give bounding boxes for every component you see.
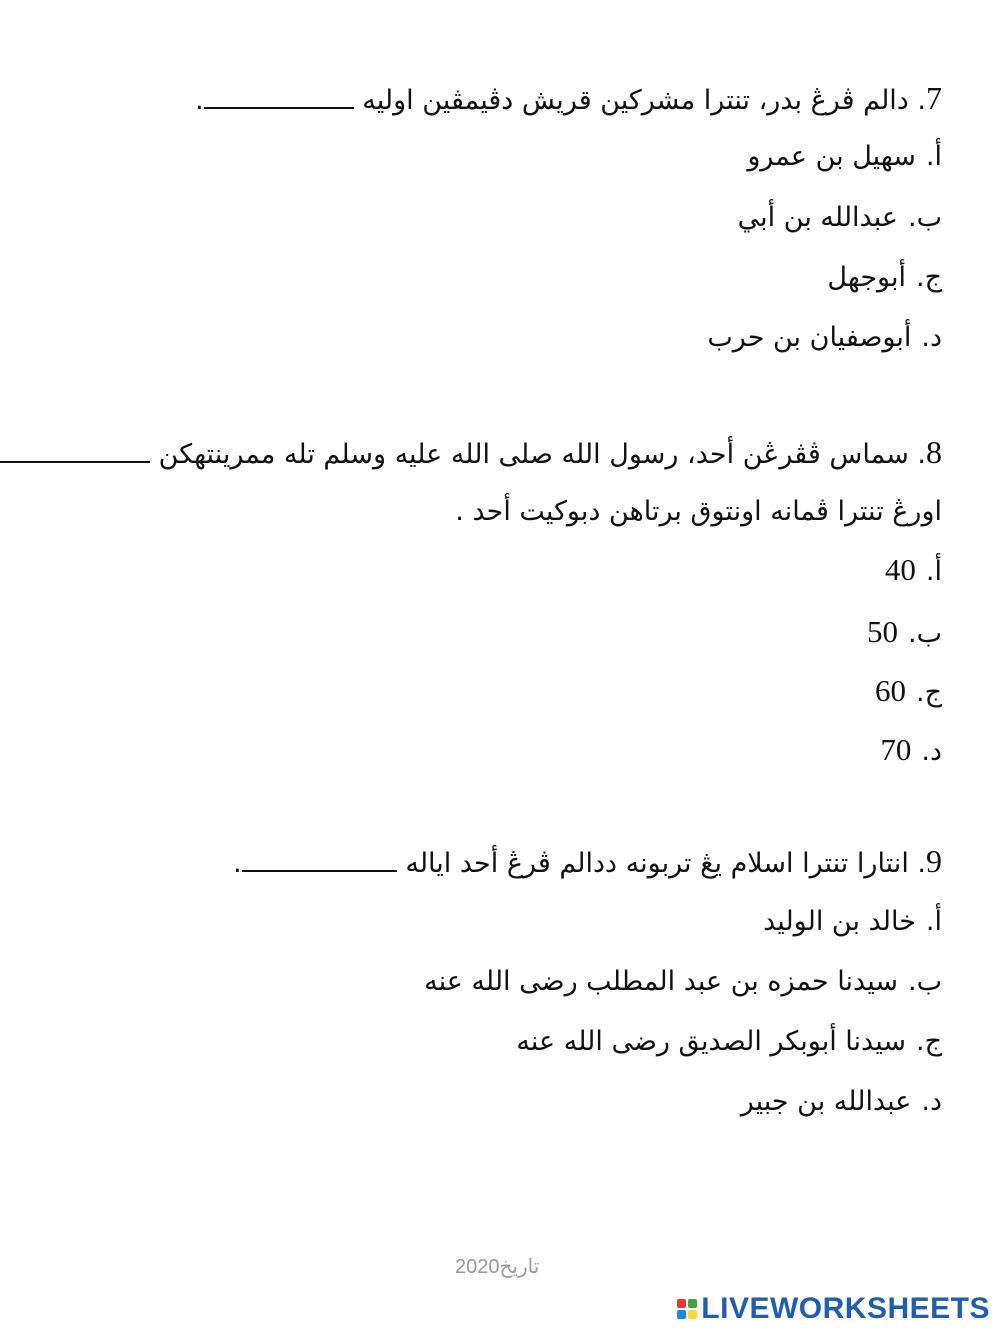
question-8-stem-line2: اورڠ تنترا ڤمانه اونتوق برتاهن دبوكيت أحد . xyxy=(455,496,942,527)
question-8-option-d[interactable]: د.70 xyxy=(880,732,942,767)
footer-date xyxy=(455,1254,539,1279)
question-7-option-c[interactable]: ج.أبوجهل xyxy=(827,262,942,293)
question-7-option-a[interactable]: أ.سهيل بن عمرو xyxy=(747,141,942,172)
question-7-end-mark: . xyxy=(195,85,204,116)
footer-year: 2020 xyxy=(455,1256,500,1278)
question-9-option-d[interactable]: د.عبدالله بن جبير xyxy=(740,1086,942,1117)
question-8-option-c[interactable]: ج.60 xyxy=(874,673,942,708)
question-8-option-b[interactable]: ب.50 xyxy=(866,614,942,649)
question-9-answer-blank[interactable] xyxy=(242,844,397,872)
liveworksheets-logo[interactable] xyxy=(677,1292,990,1326)
question-7-answer-blank[interactable] xyxy=(204,81,354,109)
question-7-text: . دالم ڤرڠ بدر، تنترا مشركين قريش دڤيمڤين اوليه xyxy=(362,85,926,116)
brand-name: LIVEWORKSHEETS xyxy=(701,1292,990,1325)
question-9-text: . انتارا تنترا اسلام يڠ تربونه ددالم ڤرڠ أحد اياله xyxy=(405,848,926,879)
question-9-option-b[interactable]: ب.سيدنا حمزه بن عبد المطلب رضى الله عنه xyxy=(424,966,942,997)
question-9-end-mark: . xyxy=(233,848,242,879)
question-8-text: . سماس ڤڤرڠن أحد، رسول الله صلى الله عليه وسلم تله ممرينتهكن xyxy=(158,439,926,470)
question-9-stem xyxy=(233,841,942,884)
question-7-number: 7 xyxy=(926,80,942,116)
question-8-number: 8 xyxy=(926,434,942,470)
question-7-option-d[interactable]: د.أبوصفيان بن حرب xyxy=(707,322,942,353)
question-7-stem xyxy=(195,78,942,121)
question-8-answer-blank[interactable] xyxy=(0,435,150,463)
question-9-number: 9 xyxy=(926,843,942,879)
question-7-option-b[interactable]: ب.عبدالله بن أبي xyxy=(737,202,942,233)
question-8-stem xyxy=(0,432,942,475)
question-8-option-a[interactable]: أ.40 xyxy=(884,552,942,587)
question-9-option-a[interactable]: أ.خالد بن الوليد xyxy=(763,906,942,937)
footer-date-label: تاريخ xyxy=(499,1256,540,1278)
liveworksheets-logo-icon xyxy=(677,1299,697,1319)
question-9-option-c[interactable]: ج.سيدنا أبوبكر الصديق رضى الله عنه xyxy=(516,1026,942,1057)
